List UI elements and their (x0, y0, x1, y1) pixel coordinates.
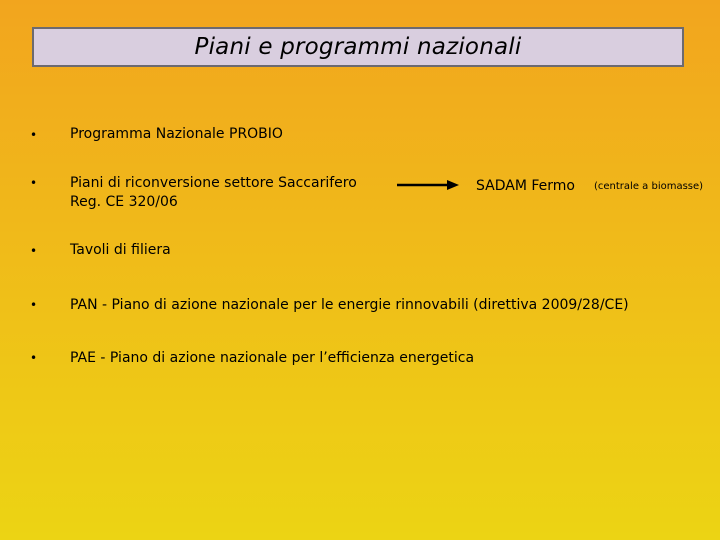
list-item-text: Piani di riconversione settore Saccarifero (70, 175, 357, 191)
list-item-text: PAN - Piano di azione nazionale per le energie rinnovabili (direttiva 2009/28/CE) (70, 297, 629, 313)
bullet-3: • (30, 244, 38, 258)
bullet-2: • (30, 176, 38, 190)
list-item-pan (70, 296, 629, 315)
list-item-subtext: Reg. CE 320/06 (70, 194, 178, 210)
list-item-text: PAE - Piano di azione nazionale per l’efficienza energetica (70, 350, 475, 366)
list-item-pae (70, 349, 474, 368)
list-item-text: Tavoli di filiera (70, 242, 171, 258)
arrow-right-icon (397, 179, 459, 191)
bullet-5: • (30, 351, 38, 365)
sadam-fermo-note: (centrale a biomasse) (594, 181, 704, 192)
title-box (32, 27, 684, 67)
page-title: Piani e programmi nazionali (194, 34, 522, 60)
list-item-text: Programma Nazionale PROBIO (70, 126, 283, 142)
bullet-4: • (30, 298, 38, 312)
list-item-saccarifero (70, 174, 357, 212)
sadam-fermo-label: SADAM Fermo (476, 178, 575, 194)
bullet-1: • (30, 128, 38, 142)
list-item-probio (70, 125, 283, 144)
list-item-tavoli (70, 241, 171, 260)
